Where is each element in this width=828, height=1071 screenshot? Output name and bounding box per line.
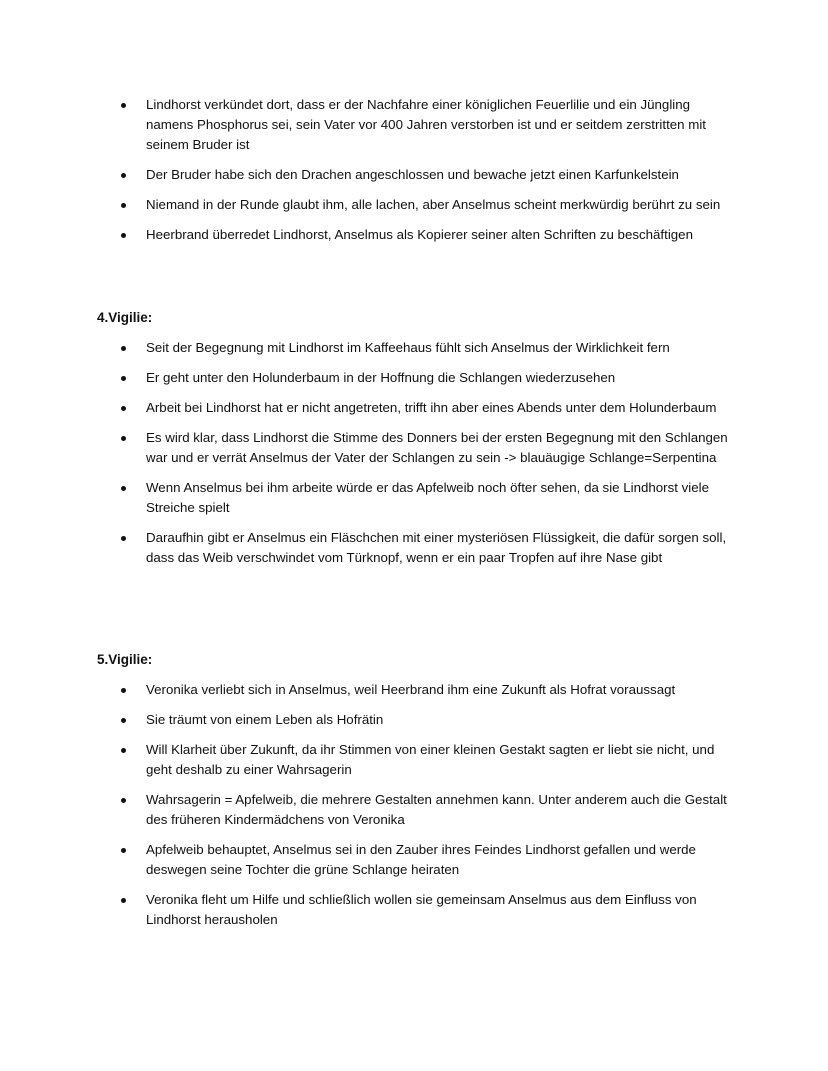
bullet-icon	[121, 436, 126, 441]
list-item	[0, 165, 828, 185]
bullet-icon	[121, 233, 126, 238]
list-item	[0, 680, 828, 700]
list-item	[0, 398, 828, 418]
list-item	[0, 368, 828, 388]
list-item-text: Sie träumt von einem Leben als Hofrätin	[146, 712, 384, 727]
bullet-icon	[121, 376, 126, 381]
list-item	[0, 710, 828, 730]
list-item-text: Er geht unter den Holunderbaum in der Hoffnung die Schlangen wiederzusehen	[146, 370, 616, 385]
list-item-text: Veronika verliebt sich in Anselmus, weil Heerbrand ihm eine Zukunft als Hofrat voraussagt	[146, 682, 676, 697]
list-item	[0, 195, 828, 215]
bullet-icon	[121, 103, 126, 108]
list-item	[0, 478, 828, 518]
bullet-icon	[121, 798, 126, 803]
list-item-text: Heerbrand überredet Lindhorst, Anselmus als Kopierer seiner alten Schriften zu beschäftigen	[146, 227, 693, 242]
list-item-text: Veronika fleht um Hilfe und schließlich wollen sie gemeinsam Anselmus aus dem Einfluss von Lindhorst herausholen	[146, 892, 697, 927]
list-item	[0, 528, 828, 568]
list-item-text: Der Bruder habe sich den Drachen angeschlossen und bewache jetzt einen Karfunkelstein	[146, 167, 679, 182]
bullet-icon	[121, 688, 126, 693]
bullet-icon	[121, 848, 126, 853]
bullet-icon	[121, 718, 126, 723]
list-item-text: Daraufhin gibt er Anselmus ein Fläschchen mit einer mysteriösen Flüssigkeit, die dafür sorgen soll, dass das Weib verschwindet vom Türknopf, wenn er ein paar Tropfen auf ihre Nase gibt	[146, 530, 727, 565]
list-item-text: Seit der Begegnung mit Lindhorst im Kaffeehaus fühlt sich Anselmus der Wirklichkeit fern	[146, 340, 670, 355]
section4-heading: 4.Vigilie:	[97, 310, 153, 325]
list-item	[0, 790, 828, 830]
list-item	[0, 95, 828, 155]
section5-heading: 5.Vigilie:	[97, 652, 153, 667]
list-item	[0, 740, 828, 780]
list-item	[0, 840, 828, 880]
bullet-icon	[121, 346, 126, 351]
bullet-icon	[121, 203, 126, 208]
list-item	[0, 225, 828, 245]
list-item-text: Niemand in der Runde glaubt ihm, alle lachen, aber Anselmus scheint merkwürdig berührt zu sein	[146, 197, 721, 212]
list-item	[0, 338, 828, 358]
bullet-icon	[121, 748, 126, 753]
list-item-text: Will Klarheit über Zukunft, da ihr Stimmen von einer kleinen Gestakt sagten er liebt sie nicht, und geht deshalb zu einer Wahrsagerin	[146, 742, 715, 777]
list-item-text: Arbeit bei Lindhorst hat er nicht angetreten, trifft ihn aber eines Abends unter dem Holunderbaum	[146, 400, 717, 415]
bullet-icon	[121, 173, 126, 178]
section5-list	[0, 680, 828, 940]
list-item	[0, 890, 828, 930]
bullet-icon	[121, 406, 126, 411]
bullet-icon	[121, 486, 126, 491]
section3-list	[0, 95, 828, 255]
list-item-text: Wahrsagerin = Apfelweib, die mehrere Gestalten annehmen kann. Unter anderem auch die Gestalt des früheren Kindermädchens von Veronika	[146, 792, 727, 827]
section4-list	[0, 338, 828, 578]
list-item-text: Lindhorst verkündet dort, dass er der Nachfahre einer königlichen Feuerlilie und ein Jüngling namens Phosphorus sei, sein Vater vor 400 Jahren verstorben ist und er seitdem zerstritten mit seinem Bruder ist	[146, 97, 706, 152]
list-item-text: Es wird klar, dass Lindhorst die Stimme des Donners bei der ersten Begegnung mit den Schlangen war und er verrät Anselmus der Vater der Schlangen zu sein -> blauäugige Schlange=Serpentina	[146, 430, 728, 465]
list-item	[0, 428, 828, 468]
list-item-text: Wenn Anselmus bei ihm arbeite würde er das Apfelweib noch öfter sehen, da sie Lindhorst viele Streiche spielt	[146, 480, 709, 515]
bullet-icon	[121, 898, 126, 903]
list-item-text: Apfelweib behauptet, Anselmus sei in den Zauber ihres Feindes Lindhorst gefallen und werde deswegen seine Tochter die grüne Schlange heiraten	[146, 842, 696, 877]
bullet-icon	[121, 536, 126, 541]
